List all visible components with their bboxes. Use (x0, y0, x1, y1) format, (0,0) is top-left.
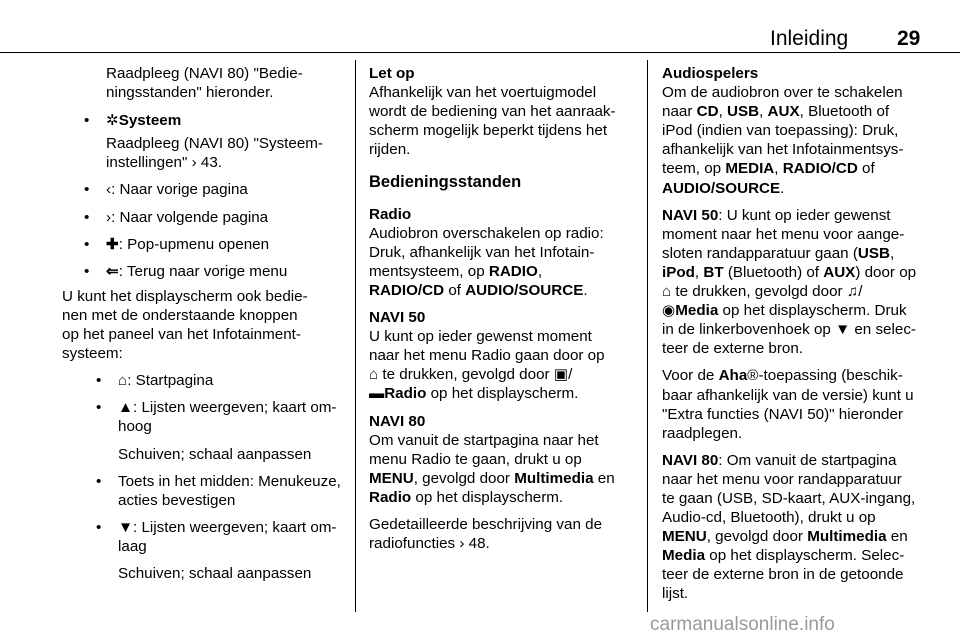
page-number: 29 (897, 27, 921, 50)
home-icon: ⌂ (662, 283, 672, 301)
list-item: • ✲Systeem (84, 112, 182, 130)
list-item: • ⌂: Startpagina (96, 372, 214, 390)
arrow-up-icon: ▲ (118, 399, 134, 417)
media-icon: ◉ (662, 302, 676, 320)
paragraph: Audiospelers Om de audiobron over te schakelen naar CD, USB, AUX, Bluetooth of iPod (indien van toepassing): Druk, afhankelijk van het Infotainmentsys- teem, op MEDIA, RADIO/CD of AUDIO/SOURCE. (662, 65, 904, 197)
list-item: • ⇐: Terug naar vorige menu (84, 262, 288, 280)
paragraph: Raadpleeg (NAVI 80) "Systeem- instellingen" › 43. (106, 135, 323, 172)
column-left (62, 64, 342, 583)
chevron-left-icon: ‹ (106, 181, 112, 199)
music-note-icon: ♫ (846, 283, 859, 301)
list-item: • ✚: Pop-upmenu openen (84, 235, 270, 253)
gear-icon: ✲ (106, 112, 119, 130)
note-title: Let op (369, 65, 415, 82)
list-item: • ‹: Naar vorige pagina (84, 181, 248, 199)
list-item: • ▲: Lijsten weergeven; kaart om- hoog (96, 399, 337, 436)
paragraph: NAVI 50 U kunt op ieder gewenst moment naar het menu Radio gaan door op ⌂ te drukken, gevolgd door ▣/ ▬Radio op het displayscherm. (369, 309, 605, 403)
column-divider (355, 60, 356, 612)
radio-icon: ▣ (553, 366, 569, 384)
paragraph: NAVI 50: U kunt op ieder gewenst moment naar het menu voor aange- sloten randapparatuur gaan (USB, iPod, BT (Bluetooth) of AUX) door op ⌂ te drukken, gevolgd door ♫/ ◉Media op het displayscherm. Druk in de linkerbovenhoek op ▼ en selec- teer de externe bron. (662, 206, 917, 358)
paragraph: Voor de Aha®-toepassing (beschik- baar afhankelijk van de versie) kunt u "Extra functies (NAVI 50)" hieronder raadplegen. (662, 367, 914, 442)
column-right (662, 64, 930, 604)
paragraph: Raadpleeg (NAVI 80) "Bedie- ningsstanden" hieronder. (106, 65, 303, 102)
paragraph: Gedetailleerde beschrijving van de radiofuncties › 48. (369, 515, 603, 553)
arrow-down-icon: ▼ (118, 518, 134, 536)
watermark: carmanualsonline.info (650, 614, 835, 635)
page-ref-icon: › (191, 154, 197, 172)
back-arrow-icon: ⇐ (106, 262, 119, 280)
header-rule (0, 52, 960, 53)
page-title: Inleiding (770, 27, 849, 50)
radio-icon: ▬ (369, 385, 385, 403)
paragraph: NAVI 80 Om vanuit de startpagina naar het menu Radio te gaan, drukt u op MENU, gevolgd door Multimedia en Radio op het displayscherm. (369, 412, 615, 506)
page-ref-icon: › (459, 535, 465, 553)
column-middle: Let op Afhankelijk van het voertuigmodel wordt de bediening van het aanraak- scherm mogelijk beperkt tijdens het rijden. Bedieningsstanden Radio Audiobron overschakelen op radio: Druk, afhankelijk van het Infotain- mentsysteem, op RADIO, RADIO/CD of AUDIO/SOURCE. NAVI 50 U kunt op ieder gewenst moment naar het menu Radio gaan door op ⌂ te drukken, gevolgd door ▣/ ▬Radio op het displayscherm. NAVI 80 Om vanuit de startpagina naar het menu Radio te gaan, drukt u op MENU, gevolgd door Multimedia en Radio op het displayscherm. Gedetailleerde beschrijving van de radiofuncties › 48. (369, 64, 635, 553)
plus-icon: ✚ (106, 235, 119, 253)
chevron-right-icon: › (106, 208, 112, 226)
home-icon: ⌂ (369, 366, 379, 384)
list-item: • Toets in het midden: Menukeuze, acties bevestigen (96, 472, 341, 509)
paragraph: NAVI 80: Om vanuit de startpagina naar het menu voor randapparatuur te gaan (USB, SD-kaart, AUX-ingang, Audio-cd, Bluetooth), drukt u op MENU, gevolgd door Multimedia en Media op het displayscherm. Selec- teer de externe bron in de getoonde lijst. (662, 451, 916, 603)
home-icon: ⌂ (118, 372, 128, 390)
list-item: • ▼: Lijsten weergeven; kaart om- laag (96, 518, 337, 555)
column-divider (647, 60, 648, 612)
paragraph: Radio Audiobron overschakelen op radio: Druk, afhankelijk van het Infotain- mentsysteem, op RADIO, RADIO/CD of AUDIO/SOURCE. (369, 205, 604, 299)
section-heading: Bedieningsstanden (369, 173, 522, 192)
paragraph: U kunt het displayscherm ook bedie- nen met de onderstaande knoppen op het paneel van het Infotainment- systeem: (62, 287, 308, 363)
paragraph: Schuiven; schaal aanpassen (118, 564, 312, 582)
paragraph: Schuiven; schaal aanpassen (118, 445, 312, 463)
list-item: • ›: Naar volgende pagina (84, 208, 269, 226)
